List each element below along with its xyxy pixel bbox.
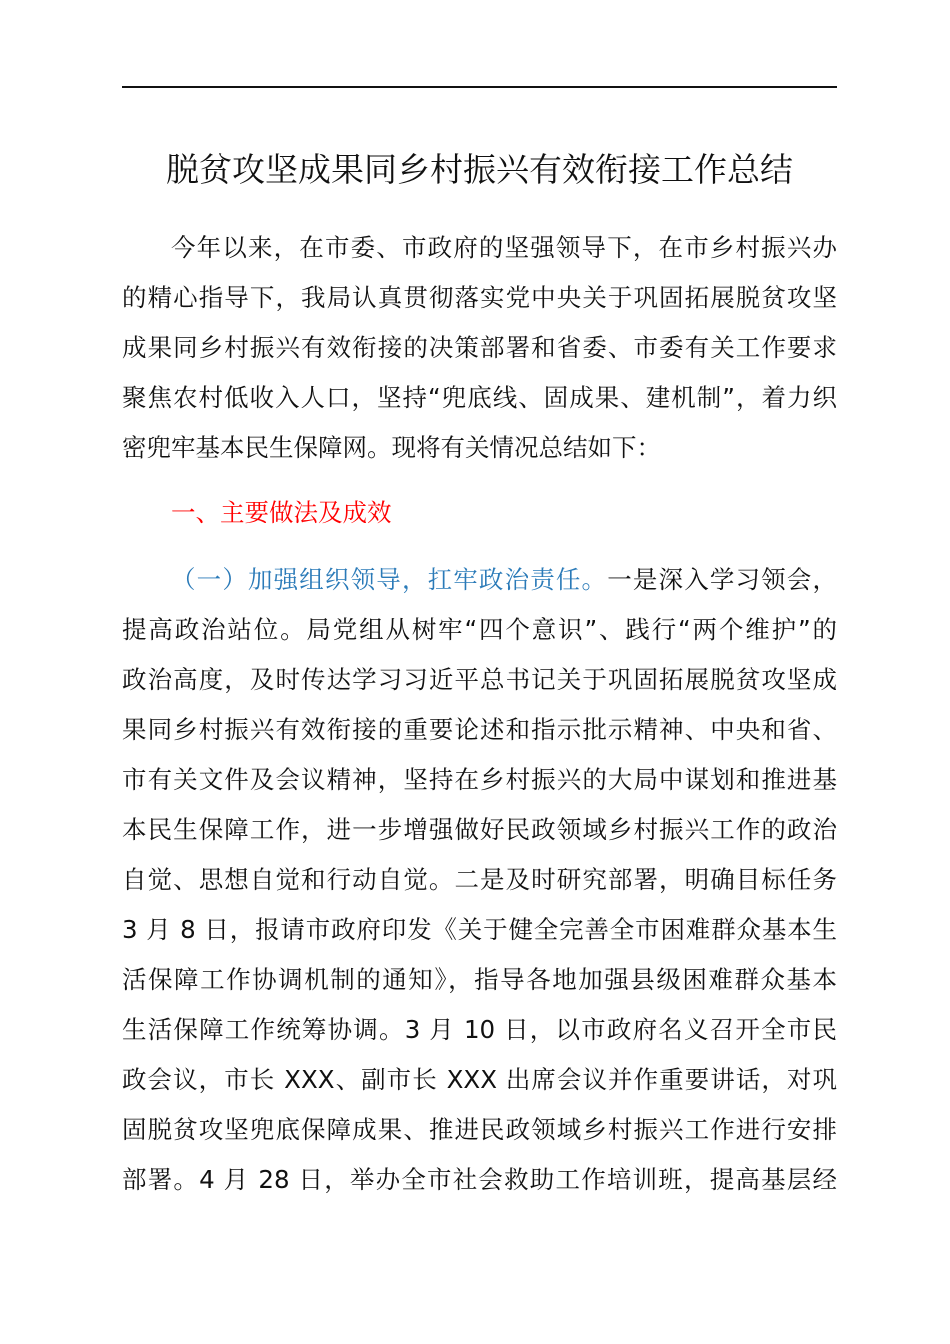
body-line: 政治高度，及时传达学习习近平总书记关于巩固拓展脱贫攻坚成 [122,665,837,694]
subsection-first-line [171,562,837,598]
body-line: 生活保障工作统筹协调。3 月 10 日，以市政府名义召开全市民 [122,1015,837,1044]
intro-line: 密兜牢基本民生保障网。现将有关情况总结如下： [122,433,661,462]
intro-line: 今年以来，在市委、市政府的坚强领导下，在市乡村振兴办 [171,233,837,262]
body-line: 政会议，市长 XXX、副市长 XXX 出席会议并作重要讲话，对巩 [122,1065,837,1094]
body-line: 3 月 8 日，报请市政府印发《关于健全完善全市困难群众基本生 [122,915,837,944]
body-line: 固脱贫攻坚兜底保障成果、推进民政领域乡村振兴工作进行安排 [122,1115,837,1144]
body-line: 果同乡村振兴有效衔接的重要论述和指示批示精神、中央和省、 [122,715,837,744]
body-line: 部署。4 月 28 日，举办全市社会救助工作培训班，提高基层经 [122,1165,837,1194]
body-line: 自觉、思想自觉和行动自觉。二是及时研究部署，明确目标任务 [122,865,837,894]
intro-line: 成果同乡村振兴有效衔接的决策部署和省委、市委有关工作要求 [122,333,837,362]
document-title: 脱贫攻坚成果同乡村振兴有效衔接工作总结 [166,150,793,189]
body-line: 本民生保障工作，进一步增强做好民政领域乡村振兴工作的政治 [122,815,837,844]
subsection-first-line-rest: 一是深入学习领会， [607,565,837,594]
header-rule [122,86,837,88]
body-line: 活保障工作协调机制的通知》，指导各地加强县级困难群众基本 [122,965,837,994]
intro-line: 聚焦农村低收入人口，坚持“兜底线、固成果、建机制”，着力织 [122,383,837,412]
body-line: 市有关文件及会议精神，坚持在乡村振兴的大局中谋划和推进基 [122,765,837,794]
body-line: 提高政治站位。局党组从树牢“四个意识”、践行“两个维护”的 [122,615,837,644]
section-heading: 一、主要做法及成效 [171,498,392,527]
intro-line: 的精心指导下，我局认真贯彻落实党中央关于巩固拓展脱贫攻坚 [122,283,837,312]
subsection-heading: （一）加强组织领导，扛牢政治责任。 [171,565,608,594]
